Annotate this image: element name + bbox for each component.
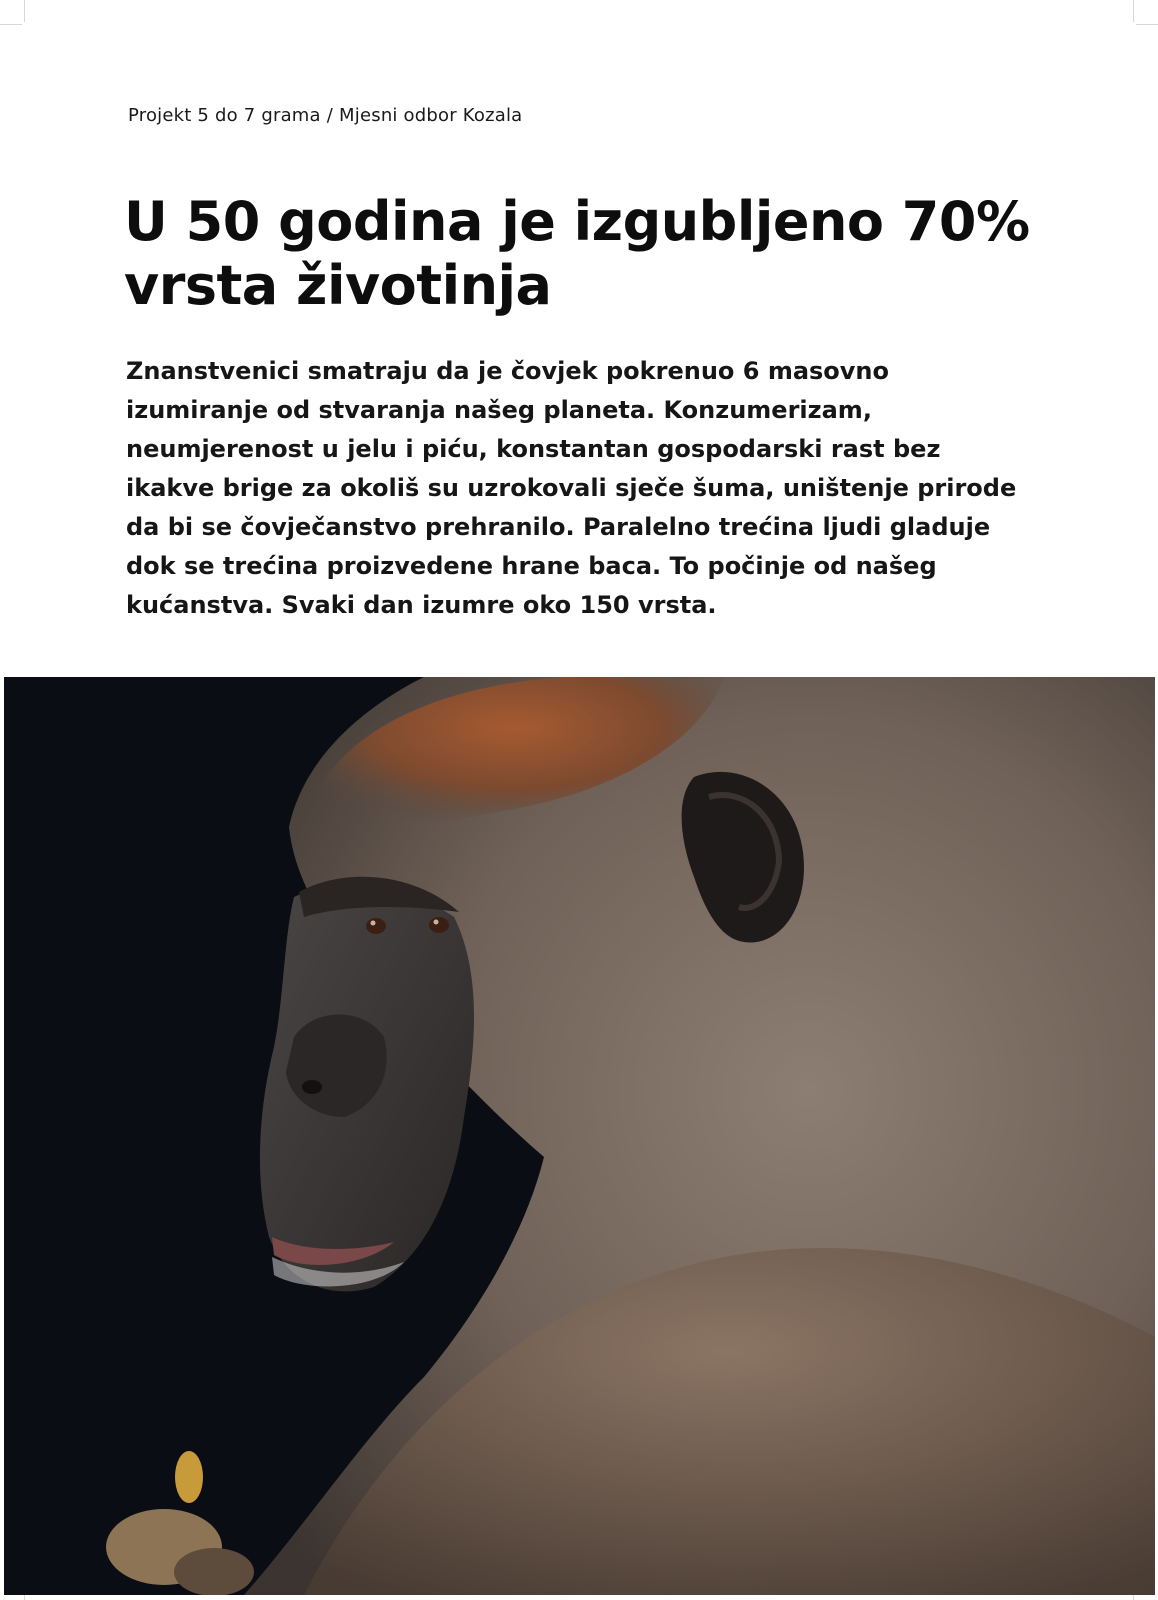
food-item [175, 1451, 203, 1503]
crop-mark-top-right [1133, 0, 1134, 22]
header-separator: / [326, 105, 334, 126]
header-breadcrumb [128, 105, 522, 126]
crop-mark-top-right-h [1136, 24, 1158, 25]
gorilla-knuckle [174, 1548, 254, 1595]
gorilla-eye-right [429, 917, 449, 933]
article-lead-paragraph: Znanstvenici smatraju da je čovjek pokrenuo 6 masovno izumiranje od stvaranja našeg planeta. Konzumerizam, neumjerenost u jelu i piću, konstantan gospodarski rast bez ikakve brige za okoliš su uzrokovali sječe šuma, uništenje prirode da bi se čovječanstvo prehranilo. Paralelno trećina ljudi gladuje dok se trećina proizvedene hrane baca. To počinje od našeg kućanstva. Svaki dan izumre oko 150 vrsta. [126, 357, 1017, 619]
eye-highlight-left [371, 921, 376, 926]
eye-highlight-right [434, 920, 439, 925]
project-name: Projekt 5 do 7 grama [128, 105, 321, 126]
crop-mark-top-left [24, 0, 25, 22]
gorilla-photo [4, 677, 1155, 1595]
crop-mark-top-left-h [0, 24, 22, 25]
article-title-line-1: U 50 godina je izgubljeno 70% [124, 190, 1030, 253]
article-title [124, 190, 1064, 318]
gorilla-illustration [4, 677, 1155, 1595]
gorilla-eye-left [366, 918, 386, 934]
organization-name: Mjesni odbor Kozala [339, 105, 523, 126]
gorilla-nostril [302, 1080, 322, 1094]
article-title-line-2: vrsta životinja [124, 254, 552, 317]
